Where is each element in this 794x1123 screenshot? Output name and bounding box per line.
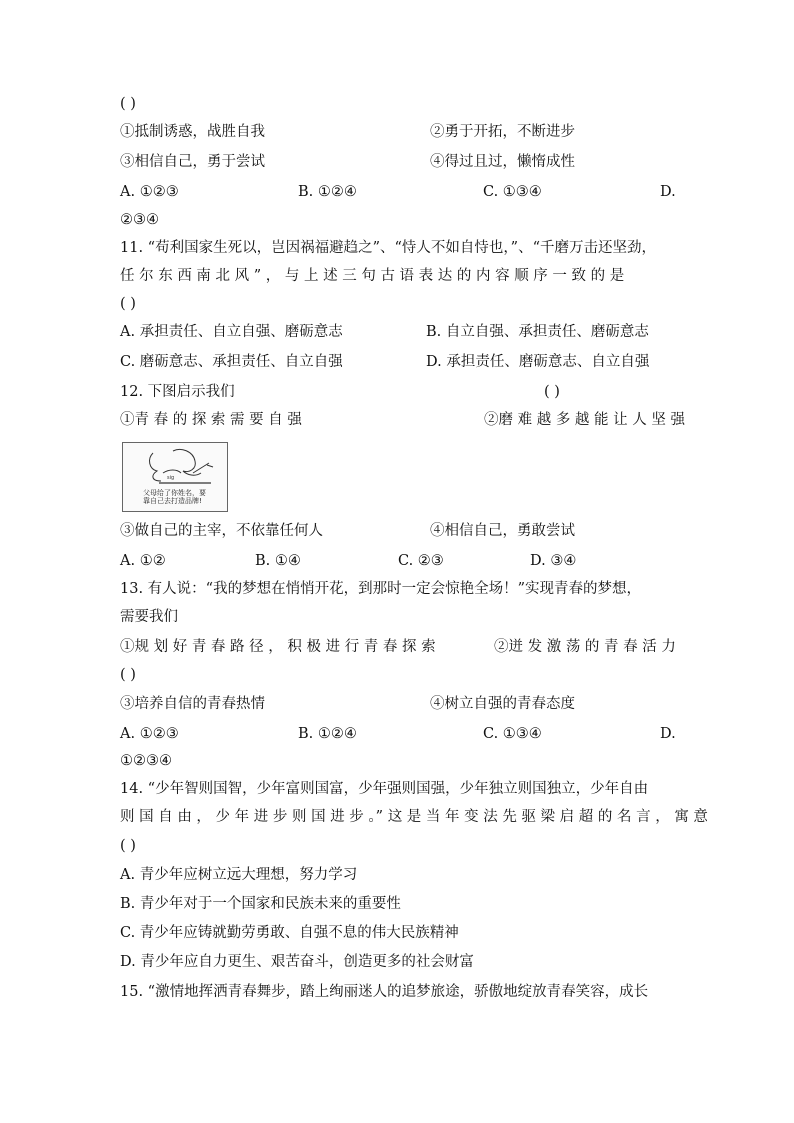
q12-option-4: ④相信自己，勇敢尝试 [430, 523, 575, 539]
q11-choice-c: C. 磨砺意志、承担责任、自立自强 [120, 354, 343, 370]
q14-stem-line-2: 则 国 自 由 ， 少 年 进 步 则 国 进 步 。” 这 是 当 年 变 法 先 驱 梁 启 超 的 名 言 ， 寓 意 [120, 809, 708, 825]
q11-choice-b: B. 自立自强、承担责任、磨砺意志 [426, 324, 649, 340]
q12-stem: 12. 下图启示我们 [120, 384, 235, 400]
q13-stem-line-1: 13. 有人说：“我的梦想在悄悄开花，到那时一定会惊艳全场！”实现青春的梦想， [120, 581, 641, 597]
q10-option-3: ③相信自己，勇于尝试 [120, 154, 265, 170]
q13-choice-a: A. ①②③ [120, 726, 179, 742]
q13-choice-b: B. ①②④ [298, 726, 357, 742]
q10-choice-d: D. [660, 184, 676, 200]
q12-option-3: ③做自己的主宰，不依靠任何人 [120, 523, 323, 539]
q13-option-4: ④树立自强的青春态度 [430, 696, 575, 712]
q14-choice-d: D. 青少年应自力更生、艰苦奋斗，创造更多的社会财富 [120, 954, 474, 970]
q12-choice-b: B. ①④ [255, 553, 301, 569]
q10-choice-c: C. ①③④ [483, 184, 542, 200]
q13-option-1: ①规 划 好 青 春 路 径 ， 积 极 进 行 青 春 探 索 [120, 639, 436, 655]
q14-choice-b: B. 青少年对于一个国家和民族未来的重要性 [120, 896, 401, 912]
q15-stem-line-1: 15. “激情地挥洒青春舞步，踏上绚丽迷人的追梦旅途，骄傲地绽放青春笑容，成长 [120, 984, 649, 1000]
q10-choice-b: B. ①②④ [298, 184, 357, 200]
q11-choice-d: D. 承担责任、磨砺意志、自立自强 [426, 354, 650, 370]
q13-choice-d-content: ①②③④ [120, 753, 172, 769]
q10-choice-a: A. ①②③ [120, 184, 179, 200]
q11-stem-line-1: 11. “苟利国家生死以，岂因祸福避趋之”、“恃人不如自恃也，”、“千磨万击还坚劲， [120, 240, 656, 256]
q12-option-1: ①青 春 的 探 索 需 要 自 强 [120, 412, 302, 428]
q13-option-2: ②迸 发 激 荡 的 青 春 活 力 [494, 639, 676, 655]
q13-paren: ( ) [120, 667, 136, 683]
svg-text:sig: sig [167, 475, 175, 481]
q11-stem-line-2: 任 尔 东 西 南 北 风 ” ， 与 上 述 三 句 古 语 表 达 的 内 容 顺 序 一 致 的 是 [120, 268, 625, 284]
q12-cartoon-image [122, 442, 228, 512]
q12-choice-a: A. ①② [120, 553, 166, 569]
q12-choice-c: C. ②③ [398, 553, 444, 569]
q13-choice-d: D. [660, 726, 676, 742]
q11-paren: ( ) [120, 296, 136, 312]
q12-paren: ( ) [544, 384, 560, 400]
q14-stem-line-1: 14. “少年智则国智，少年富则国富，少年强则国强，少年独立则国独立，少年自由 [120, 781, 649, 797]
q12-option-2: ②磨 难 越 多 越 能 让 人 坚 强 [484, 412, 685, 428]
q14-choice-a: A. 青少年应树立远大理想，努力学习 [120, 867, 358, 883]
q14-paren: ( ) [120, 838, 136, 854]
q10-option-4: ④得过且过，懒惰成性 [430, 154, 575, 170]
q12-choice-d: D. ③④ [530, 553, 577, 569]
q10-choice-d-content: ②③④ [120, 212, 159, 228]
q10-option-2: ②勇于开拓，不断进步 [430, 124, 575, 140]
q13-option-3: ③培养自信的青春热情 [120, 696, 265, 712]
q14-choice-c: C. 青少年应铸就勤劳勇敢、自强不息的伟大民族精神 [120, 925, 459, 941]
q13-choice-c: C. ①③④ [483, 726, 542, 742]
q13-stem-line-2: 需要我们 [120, 609, 178, 625]
q11-choice-a: A. 承担责任、自立自强、磨砺意志 [120, 324, 343, 340]
cartoon-caption: 父母给了你姓名，要 靠自己去打造品牌! [143, 489, 206, 505]
q10-option-1: ①抵制诱惑，战胜自我 [120, 124, 265, 140]
q10-paren: ( ) [120, 96, 136, 112]
